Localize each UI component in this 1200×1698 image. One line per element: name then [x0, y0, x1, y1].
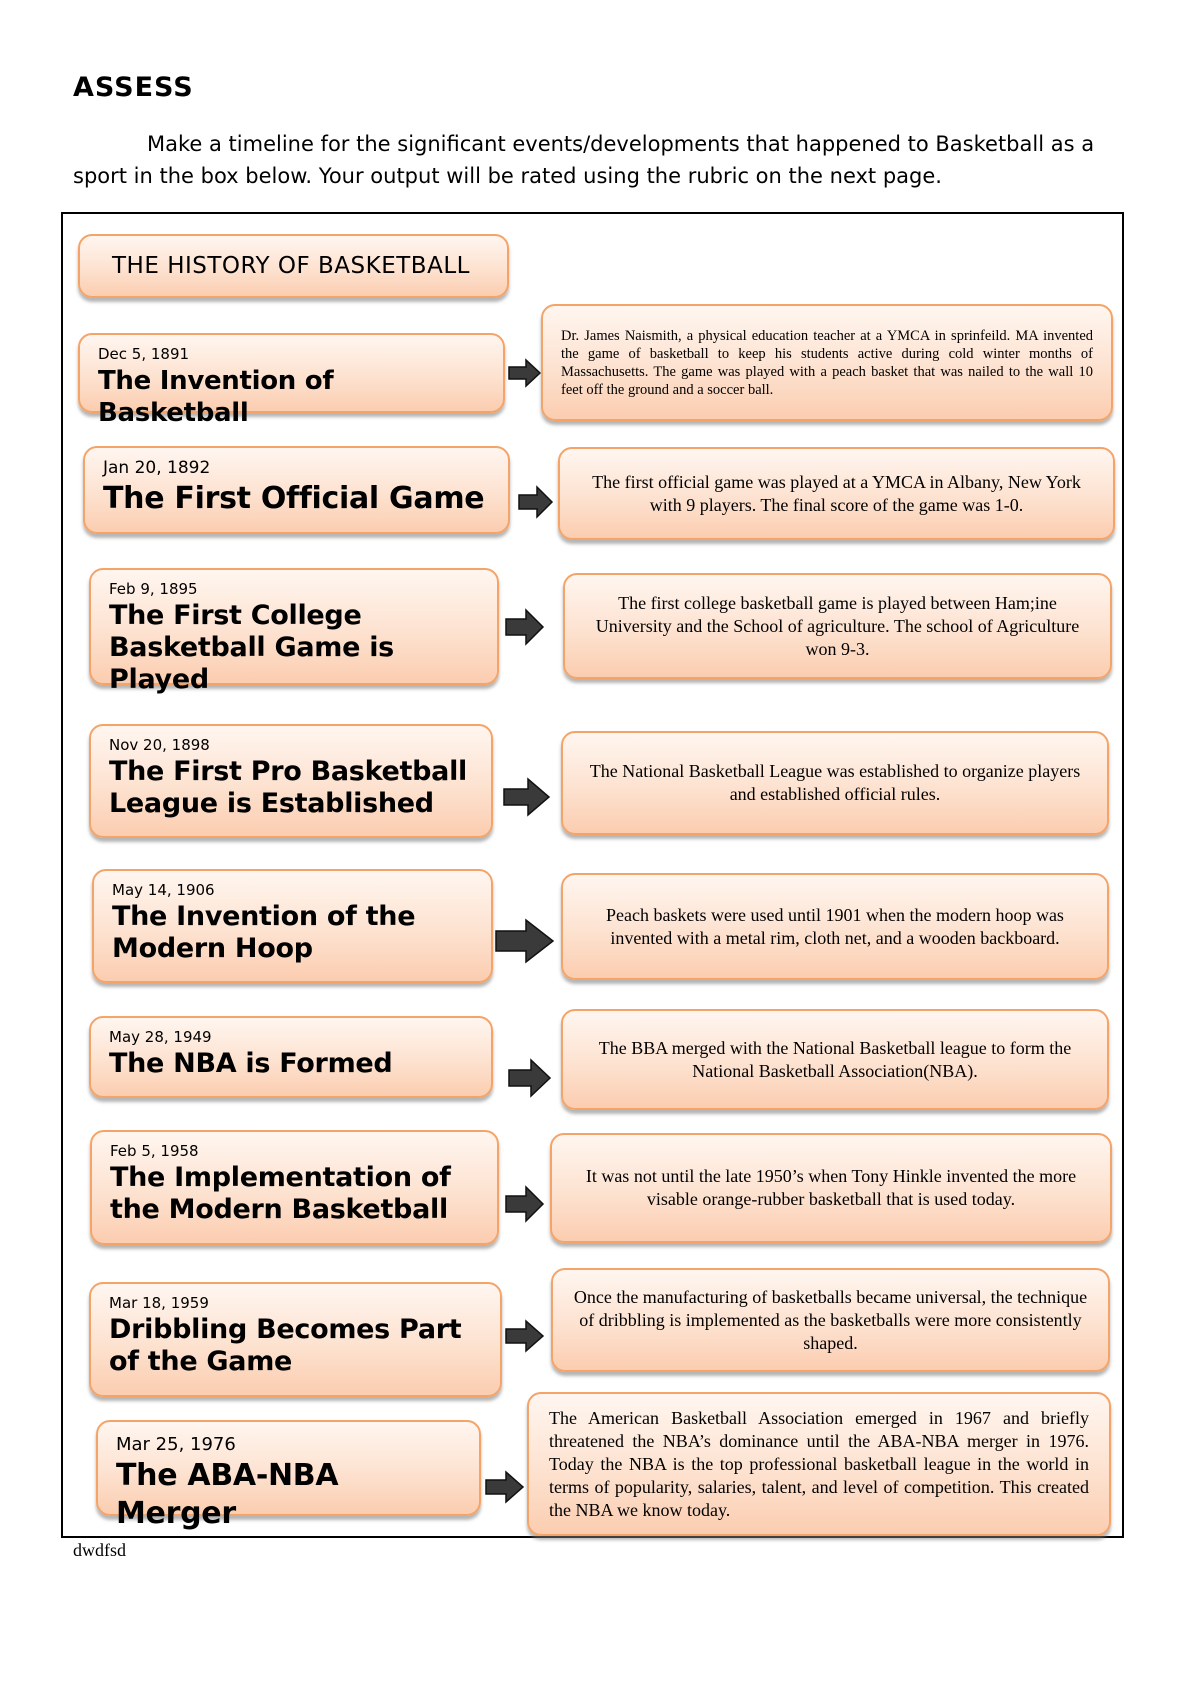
right-arrow-icon	[505, 1319, 545, 1353]
event-card	[78, 333, 505, 428]
event-card	[89, 568, 499, 695]
event-date: Dec 5, 1891	[98, 345, 190, 363]
event-description-text: The BBA merged with the National Basketball league to form the National Basketball Association(NBA).	[598, 1037, 1072, 1081]
event-card	[89, 1016, 493, 1098]
event-description-text: Once the manufacturing of basketballs became universal, the technique of dribbling is implemented as the basketballs were more consistently shaped.	[573, 1286, 1088, 1353]
right-arrow-icon	[508, 358, 542, 388]
event-description	[527, 1392, 1111, 1536]
event-card	[89, 724, 493, 838]
event-date: May 14, 1906	[112, 881, 215, 899]
event-title: The Implementation of the Modern Basketball	[110, 1162, 451, 1225]
right-arrow-icon	[495, 918, 555, 964]
instructions-text: Make a timeline for the significant events/developments that happened to Basketball as a sport in the box below. Your output will be rated using the rubric on the next page.	[73, 132, 1095, 188]
event-card	[89, 1282, 502, 1397]
event-title: The Invention of Basketball	[98, 366, 334, 428]
event-description	[550, 1133, 1112, 1243]
event-description-text: The first official game was played at a YMCA in Albany, New York with 9 players. The final score of the game was 1-0.	[592, 471, 1081, 515]
event-description	[561, 873, 1109, 980]
timeline-title: THE HISTORY OF BASKETBALL	[78, 234, 509, 298]
event-description-text: Peach baskets were used until 1901 when the modern hoop was invented with a metal rim, cloth net, and a wooden backboard.	[606, 904, 1064, 948]
section-heading: ASSESS	[73, 72, 194, 103]
event-date: May 28, 1949	[109, 1028, 212, 1046]
event-title: The Invention of the Modern Hoop	[112, 901, 416, 964]
right-arrow-icon	[508, 1058, 552, 1098]
right-arrow-icon	[505, 608, 545, 646]
event-date: Mar 18, 1959	[109, 1294, 209, 1312]
right-arrow-icon	[503, 777, 551, 817]
event-description	[561, 731, 1109, 835]
footer-text: dwdfsd	[73, 1540, 126, 1560]
event-title: The NBA is Formed	[109, 1048, 393, 1079]
event-date: Nov 20, 1898	[109, 736, 210, 754]
event-description	[563, 573, 1112, 679]
right-arrow-icon	[505, 1185, 545, 1223]
event-date: Feb 9, 1895	[109, 580, 198, 598]
event-date: Feb 5, 1958	[110, 1142, 199, 1160]
event-date: Mar 25, 1976	[116, 1434, 236, 1455]
right-arrow-icon	[485, 1470, 525, 1504]
event-description-text: It was not until the late 1950’s when Tony Hinkle invented the more visable orange-rubber basketball that is used today.	[585, 1166, 1077, 1209]
event-card	[96, 1420, 481, 1531]
right-arrow-icon	[518, 485, 554, 519]
event-card	[92, 869, 493, 983]
event-description	[541, 304, 1113, 421]
event-card	[90, 1130, 499, 1245]
event-description-text: The National Basketball League was established to organize players and established official rules.	[589, 761, 1081, 804]
event-description-text: The first college basketball game is played between Ham;ine University and the School of agriculture. The school of Agriculture won 9-3.	[595, 592, 1080, 659]
event-description-text: Dr. James Naismith, a physical education teacher at a YMCA in sprinfeild. MA invented the game of basketball to keep his students active during cold winter months of Massachusetts. The game was played with a peach basket that was nailed to the wall 10 feet off the ground and a soccer ball.	[561, 327, 1093, 398]
event-title: The First College Basketball Game is Played	[109, 600, 394, 695]
event-card	[83, 446, 510, 534]
event-description	[558, 447, 1115, 540]
event-description	[551, 1268, 1110, 1372]
event-title: The First Official Game	[103, 481, 485, 516]
event-date: Jan 20, 1892	[103, 458, 211, 478]
event-title: Dribbling Becomes Part of the Game	[109, 1314, 462, 1377]
event-title: The First Pro Basketball League is Established	[109, 756, 467, 819]
event-description-text: The American Basketball Association emerged in 1967 and briefly threatened the NBA’s dominance until the ABA-NBA merger in 1976. Today the NBA is the top professional basketball league in the world in terms of popularity, salaries, talent, and level of competition. This created the NBA we know today.	[549, 1407, 1089, 1520]
event-description	[561, 1009, 1109, 1110]
event-title: The ABA-NBA Merger	[116, 1458, 339, 1531]
